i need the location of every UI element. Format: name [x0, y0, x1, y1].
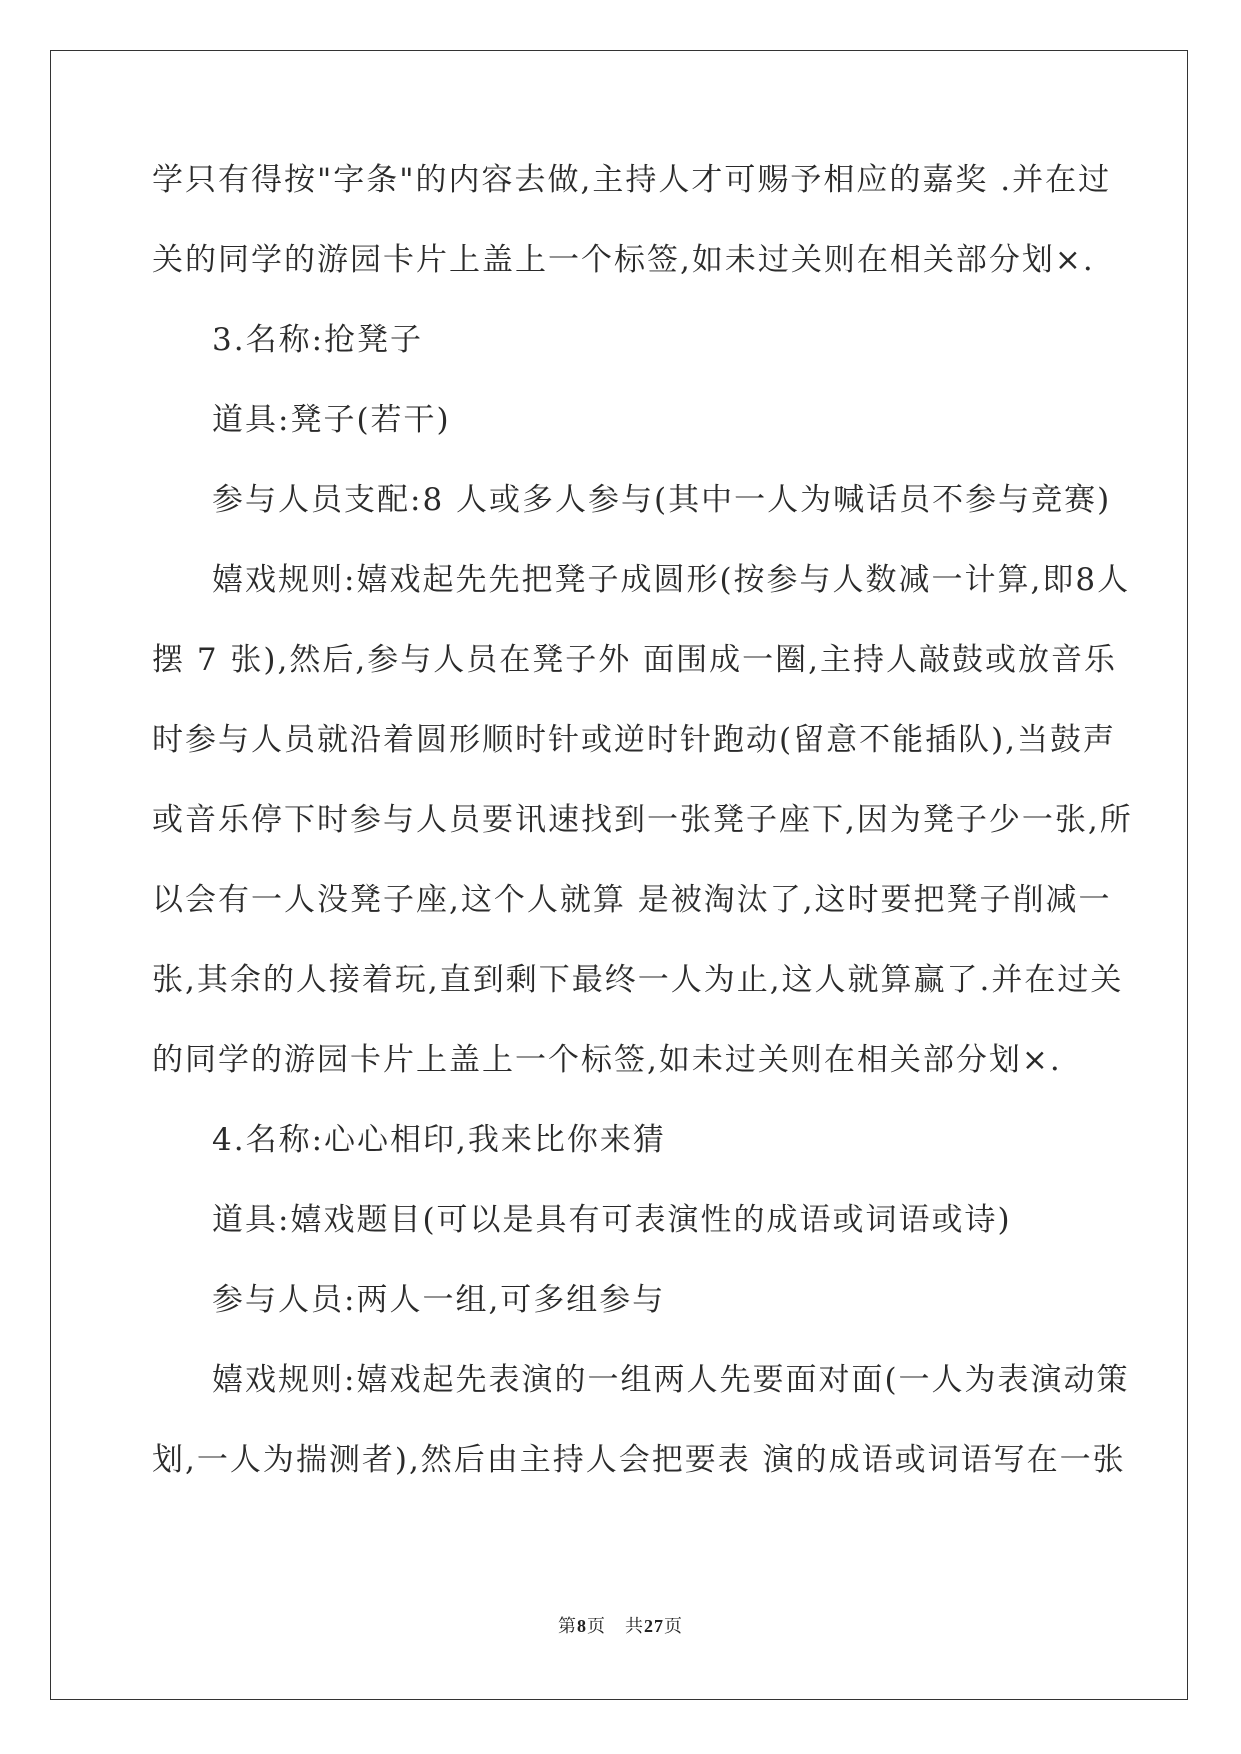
page-label-suffix: 页 [664, 1616, 683, 1637]
text-line: 嬉戏规则:嬉戏起先表演的一组两人先要面对面(一人为表演动策 [212, 1362, 1130, 1398]
text-line: 嬉戏规则:嬉戏起先先把凳子成圆形(按参与人数减一计算,即8人 [212, 562, 1131, 598]
text-line: 划,一人为揣测者),然后由主持人会把要表 演的成语或词语写在一张 [152, 1442, 1126, 1478]
text-line: 摆 7 张),然后,参与人员在凳子外 面围成一圈,主持人敲鼓或放音乐 [152, 642, 1117, 678]
page-label-mid: 页 共 [587, 1616, 644, 1637]
section-heading: 3.名称:抢凳子 [212, 322, 424, 358]
text-line: 或音乐停下时参与人员要讯速找到一张凳子座下,因为凳子少一张,所 [152, 802, 1133, 838]
section-heading: 4.名称:心心相印,我来比你来猜 [212, 1122, 666, 1158]
text-line: 参与人员:两人一组,可多组参与 [212, 1282, 666, 1318]
total-pages: 27 [644, 1616, 664, 1636]
text-line: 以会有一人没凳子座,这个人就算 是被淘汰了,这时要把凳子削减一 [152, 882, 1112, 918]
text-line: 道具:凳子(若干) [212, 402, 451, 438]
text-line: 的同学的游园卡片上盖上一个标签,如未过关则在相关部分划×. [152, 1042, 1062, 1078]
page-footer [0, 1612, 1241, 1638]
text-line: 参与人员支配:8 人或多人参与(其中一人为喊话员不参与竞赛) [212, 482, 1112, 518]
text-line: 张,其余的人接着玩,直到剩下最终一人为止,这人就算赢了.并在过关 [152, 962, 1124, 998]
text-line: 关的同学的游园卡片上盖上一个标签,如未过关则在相关部分划×. [152, 242, 1095, 278]
text-line: 道具:嬉戏题目(可以是具有可表演性的成语或词语或诗) [212, 1202, 1012, 1238]
page-label-prefix: 第 [558, 1616, 577, 1637]
page-number: 8 [577, 1616, 587, 1636]
text-line: 时参与人员就沿着圆形顺时针或逆时针跑动(留意不能插队),当鼓声 [152, 722, 1117, 758]
text-line: 学只有得按"字条"的内容去做,主持人才可赐予相应的嘉奖 .并在过 [152, 162, 1112, 198]
